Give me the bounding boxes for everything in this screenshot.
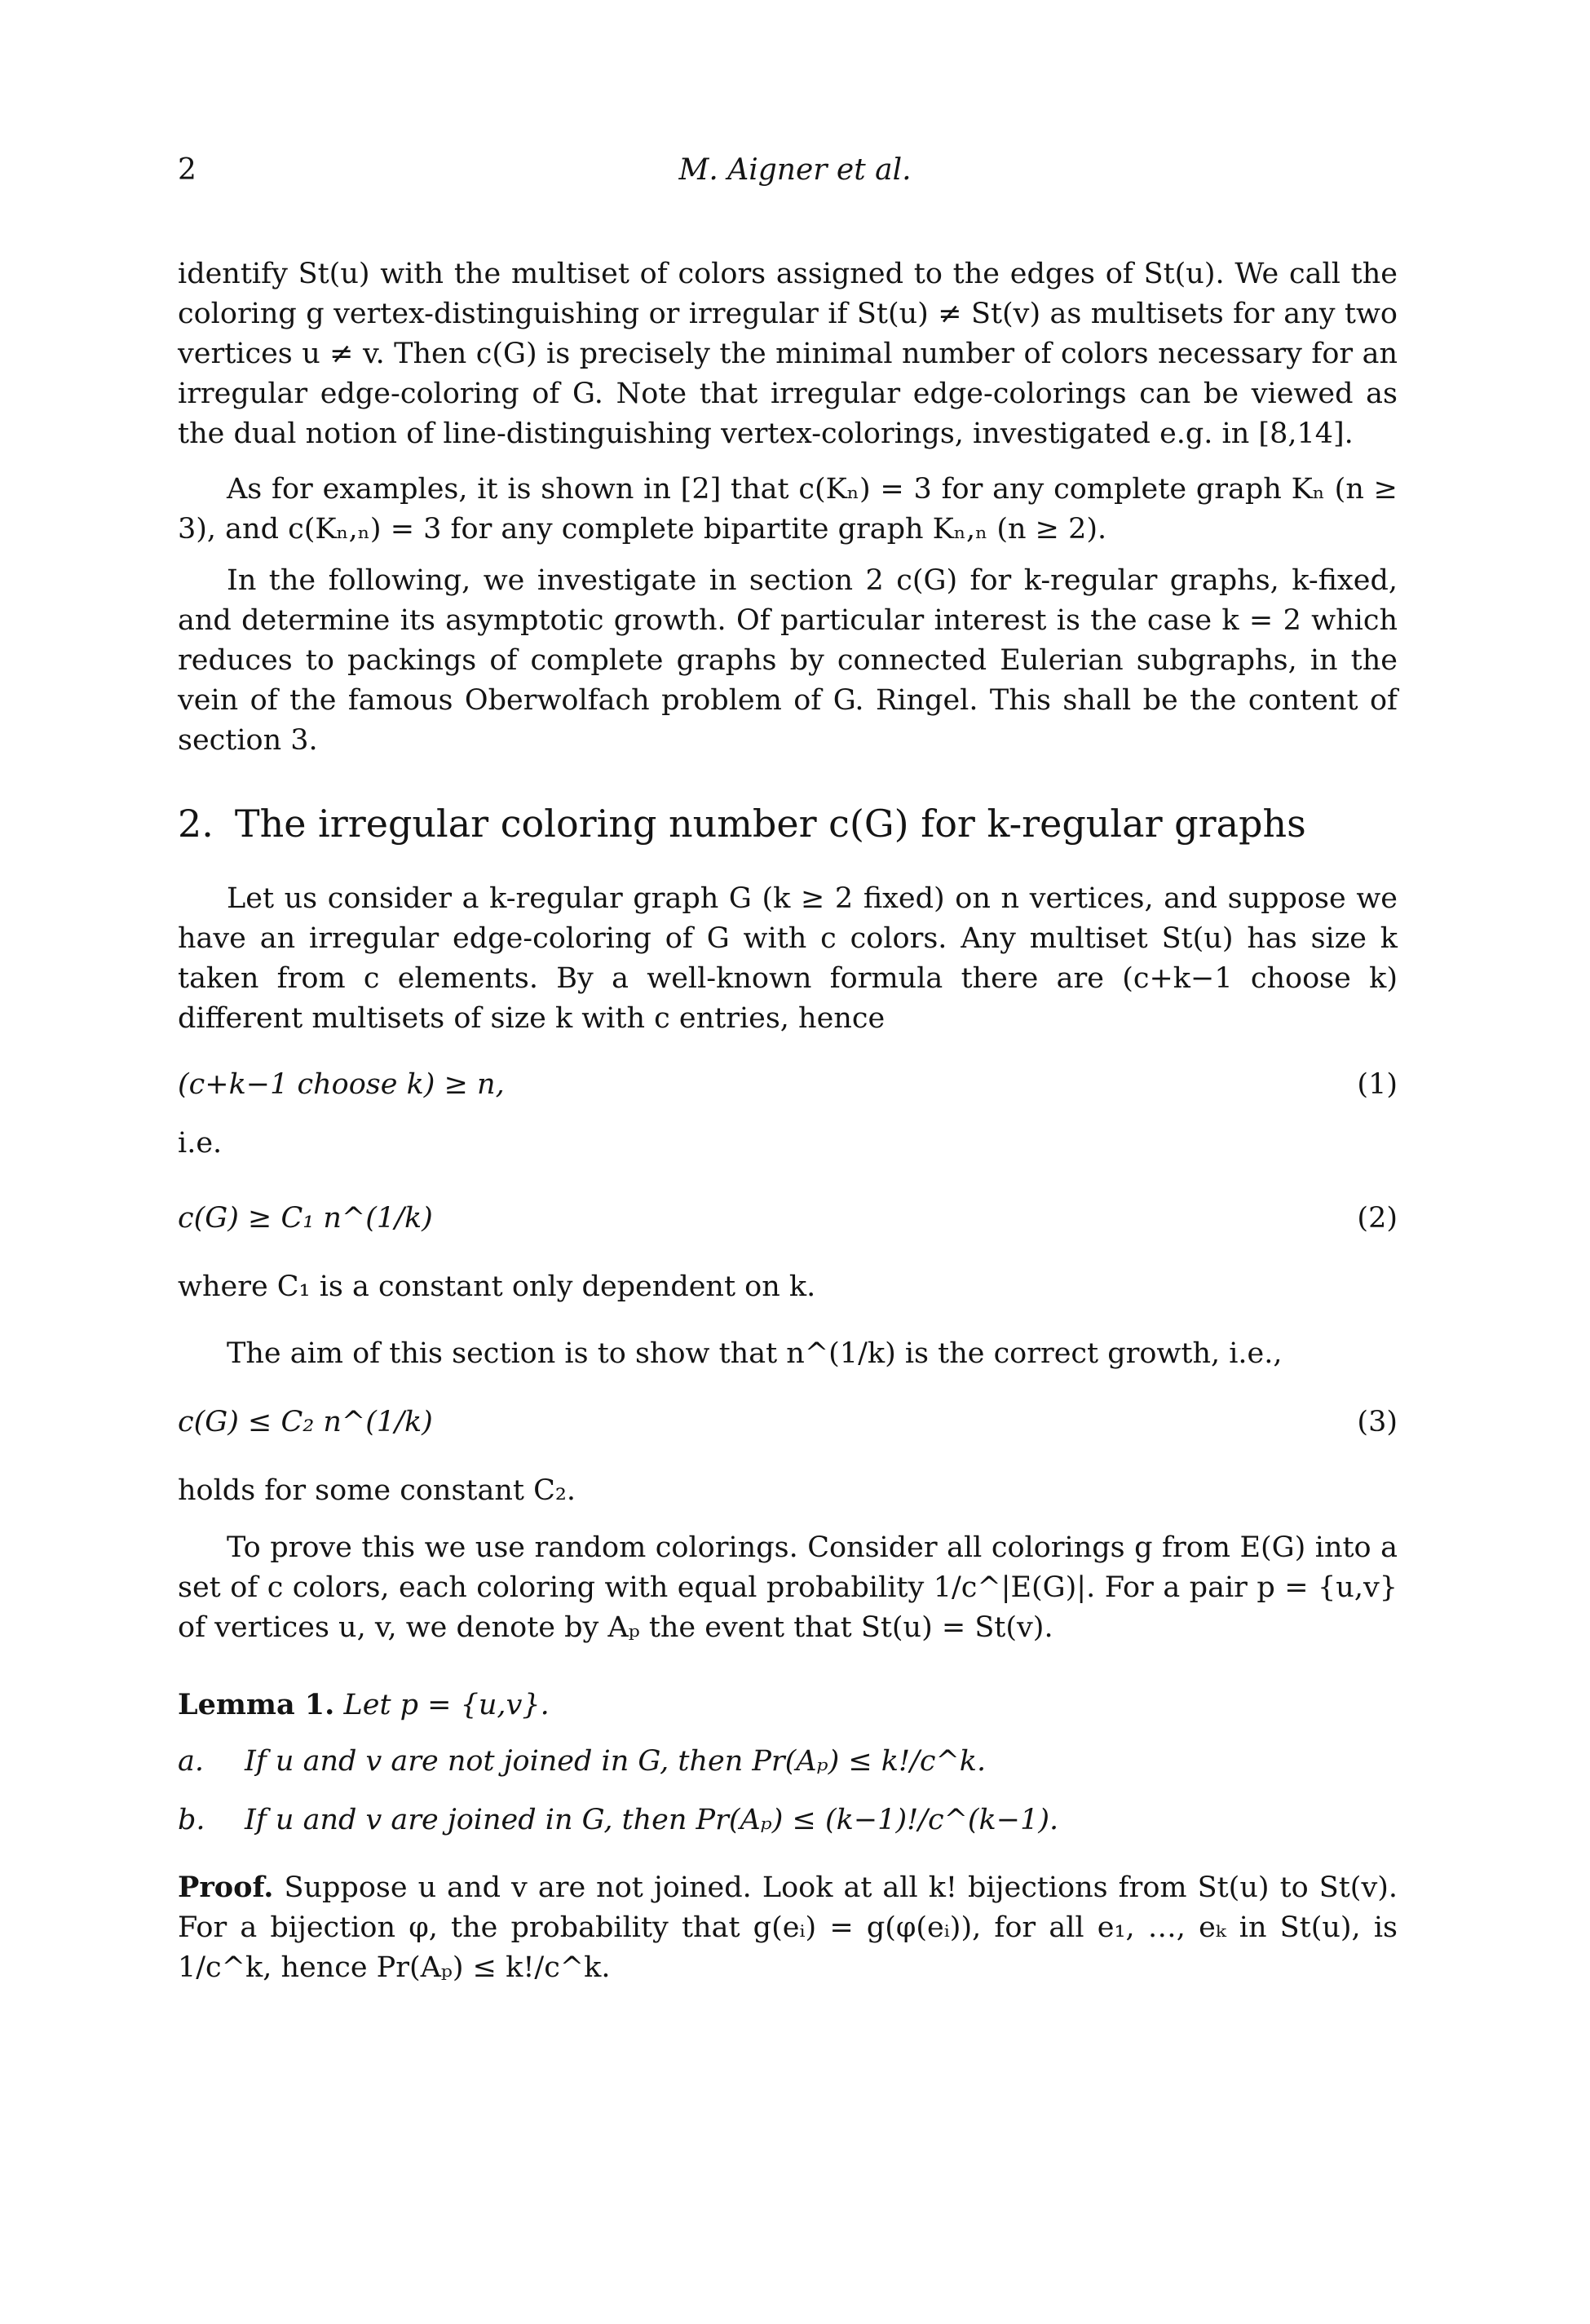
- section-paragraph-1: Let us consider a k-regular graph G (k ≥ 2 fixed) on n vertices, and suppose we have an irregular edge-coloring of G with c colors. Any multiset St(u) has size k taken from c elements. By a well-known formula there are (c+k−1 choose k) different multisets of size k with c entries, hence: [178, 882, 1398, 1035]
- random-colorings-paragraph: To prove this we use random colorings. Consider all colorings g from E(G) into a set of c colors, each coloring with equal probability 1/c^|E(G)|. For a pair p = {u,v} of vertices u, v, we denote by Aₚ the event that St(u) = St(v).: [178, 1531, 1398, 1644]
- holds-text: holds for some constant C₂.: [178, 1474, 576, 1507]
- page-number: 2: [178, 153, 197, 187]
- proof-label: Proof.: [178, 1871, 274, 1904]
- equation-number-3: (3): [1357, 1406, 1398, 1438]
- intro-paragraph-2: As for examples, it is shown in [2] that c(Kₙ) = 3 for any complete graph Kₙ (n ≥ 3), and c(Kₙ,ₙ) = 3 for any complete bipartite graph Kₙ,ₙ (n ≥ 2).: [178, 473, 1398, 546]
- running-title: M. Aigner et al.: [678, 153, 912, 187]
- equation-2: c(G) ≥ C₁ n^(1/k) (2): [178, 1199, 1398, 1239]
- proof-paragraph: [178, 1867, 1398, 1988]
- lemma-label: Lemma 1.: [178, 1688, 335, 1721]
- proof-text: Suppose u and v are not joined. Look at all k! bijections from St(u) to St(v). For a bijection φ, the probability that g(eᵢ) = g(φ(eᵢ)), for all e₁, …, eₖ in St(u), is 1/c^k, hence Pr(Aₚ) ≤ k!/c^k.: [178, 1871, 1398, 1984]
- equation-3: c(G) ≤ C₂ n^(1/k) (3): [178, 1403, 1398, 1443]
- equation-number-1: (1): [1357, 1068, 1398, 1101]
- lemma-heading: [178, 1685, 1398, 1725]
- aim-paragraph: The aim of this section is to show that n^(1/k) is the correct growth, i.e.,: [227, 1337, 1283, 1370]
- lemma-item-a: a. If u and v are not joined in G, then Pr(Aₚ) ≤ k!/c^k.: [178, 1745, 987, 1778]
- section-title: The irregular coloring number c(G) for k-regular graphs: [234, 802, 1306, 846]
- intro-paragraph-3: In the following, we investigate in section 2 c(G) for k-regular graphs, k-fixed, and determine its asymptotic growth. Of particular interest is the case k = 2 which reduces to packings of complete graphs by connected Eulerian subgraphs, in the vein of the famous Oberwolfach problem of G. Ringel. This shall be the content of section 3.: [178, 564, 1398, 757]
- section-number: 2.: [178, 802, 214, 846]
- where-text: where C₁ is a constant only dependent on k.: [178, 1270, 816, 1303]
- intro-paragraph-1: identify St(u) with the multiset of colors assigned to the edges of St(u). We call the coloring g vertex-distinguishing or irregular if St(u) ≠ St(v) as multisets for any two vertices u ≠ v. Then c(G) is precisely the minimal number of colors necessary for an irregular edge-coloring of G. Note that irregular edge-colorings can be viewed as the dual notion of line-distinguishing vertex-colorings, investigated e.g. in [8,14].: [178, 258, 1398, 450]
- equation-1: (c+k−1 choose k) ≥ n, (1): [178, 1065, 1398, 1105]
- lemma-item-b: b. If u and v are joined in G, then Pr(Aₚ) ≤ (k−1)!/c^(k−1).: [178, 1804, 1059, 1836]
- ie-text: i.e.: [178, 1127, 223, 1160]
- section-heading: [178, 799, 1306, 848]
- lemma-statement: Let p = {u,v}.: [343, 1689, 550, 1721]
- equation-number-2: (2): [1357, 1202, 1398, 1235]
